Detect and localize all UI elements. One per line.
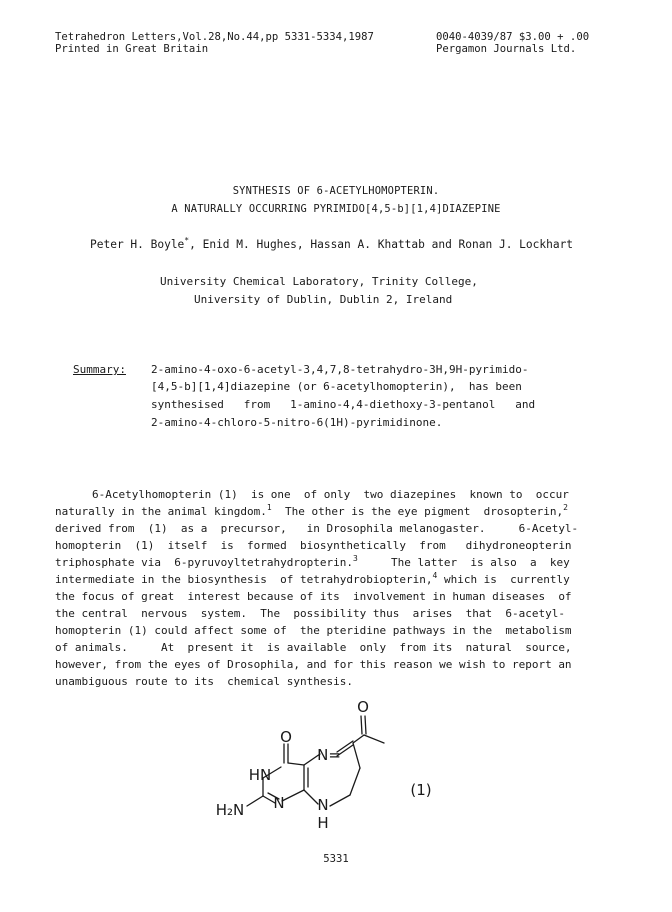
author-list xyxy=(90,238,573,251)
publisher: Pergamon Journals Ltd. xyxy=(436,43,577,55)
reference-marker: 3 xyxy=(353,554,358,563)
body-line: of animals. At present it is available only from its natural source, xyxy=(55,641,572,654)
reference-marker: 2 xyxy=(563,503,568,512)
atom-nh: HN xyxy=(248,766,272,784)
body-line: homopterin (1) could affect some of the pteridine pathways in the metabolism xyxy=(55,624,572,637)
atom-hydrogen: H xyxy=(317,814,329,832)
body-line: homopterin (1) itself is formed biosynthetically from dihydroneopterin xyxy=(55,539,572,552)
body-line: unambiguous route to its chemical synthesis. xyxy=(55,675,354,688)
summary-line: synthesised from 1-amino-4,4-diethoxy-3-pentanol and xyxy=(151,398,536,411)
atom-oxygen-ring: O xyxy=(280,728,292,746)
article-title-line2: A NATURALLY OCCURRING PYRIMIDO[4,5-b][1,4]DIAZEPINE xyxy=(171,203,501,215)
chemical-structure xyxy=(0,700,672,840)
summary-label: Summary: xyxy=(73,363,126,376)
body-line: naturally in the animal kingdom.$^1$ The other is the eye pigment drosopterin,$^2$ xyxy=(55,503,568,518)
author-rest: , Enid M. Hughes, Hassan A. Khattab and Ronan J. Lockhart xyxy=(189,238,574,251)
corresponding-author-mark: * xyxy=(184,236,190,245)
summary-line: 2-amino-4-chloro-5-nitro-6(1H)-pyrimidinone. xyxy=(151,416,443,429)
affiliation-line2: University of Dublin, Dublin 2, Ireland xyxy=(194,293,453,306)
journal-citation: Tetrahedron Letters,Vol.28,No.44,pp 5331-5334,1987 xyxy=(55,31,374,43)
author-first: Peter H. Boyle xyxy=(90,238,185,251)
reference-marker: 1 xyxy=(266,503,272,512)
body-line: intermediate in the biosynthesis of tetrahydrobiopterin,$^4$ which is currently xyxy=(55,571,570,586)
summary-line: [4,5-b][1,4]diazepine (or 6-acetylhomopterin), has been xyxy=(151,380,522,393)
compound-label: (1) xyxy=(410,781,432,799)
atom-nitrogen-ring: N xyxy=(273,794,285,812)
article-title-line1: SYNTHESIS OF 6-ACETYLHOMOPTERIN. xyxy=(232,185,440,197)
body-line: 6-Acetylhomopterin (1) is one of only two diazepines known to occur xyxy=(92,488,569,501)
atom-amino: H₂N xyxy=(215,801,245,819)
body-line: the central nervous system. The possibility thus arises that 6-acetyl- xyxy=(55,607,565,620)
affiliation-line1: University Chemical Laboratory, Trinity College, xyxy=(160,275,478,288)
body-line: the focus of great interest because of its involvement in human diseases of xyxy=(55,590,572,603)
article-code: 0040-4039/87 $3.00 + .00 xyxy=(436,31,590,43)
page-number: 5331 xyxy=(323,853,349,865)
atom-oxygen-acetyl: O xyxy=(357,700,369,716)
body-line: however, from the eyes of Drosophila, and for this reason we wish to report an xyxy=(55,658,572,671)
body-line: derived from (1) as a precursor, in Drosophila melanogaster. 6-Acetyl- xyxy=(55,522,579,535)
reference-marker: 4 xyxy=(432,571,438,580)
atom-nitrogen-lower: N xyxy=(317,796,329,814)
body-line: triphosphate via 6-pyruvoyltetrahydropterin.$^3$ The latter is also a key xyxy=(55,554,570,569)
printed-in: Printed in Great Britain xyxy=(55,43,209,55)
summary-line: 2-amino-4-oxo-6-acetyl-3,4,7,8-tetrahydro-3H,9H-pyrimido- xyxy=(151,363,529,376)
atom-nitrogen-imine: N= xyxy=(317,746,341,764)
